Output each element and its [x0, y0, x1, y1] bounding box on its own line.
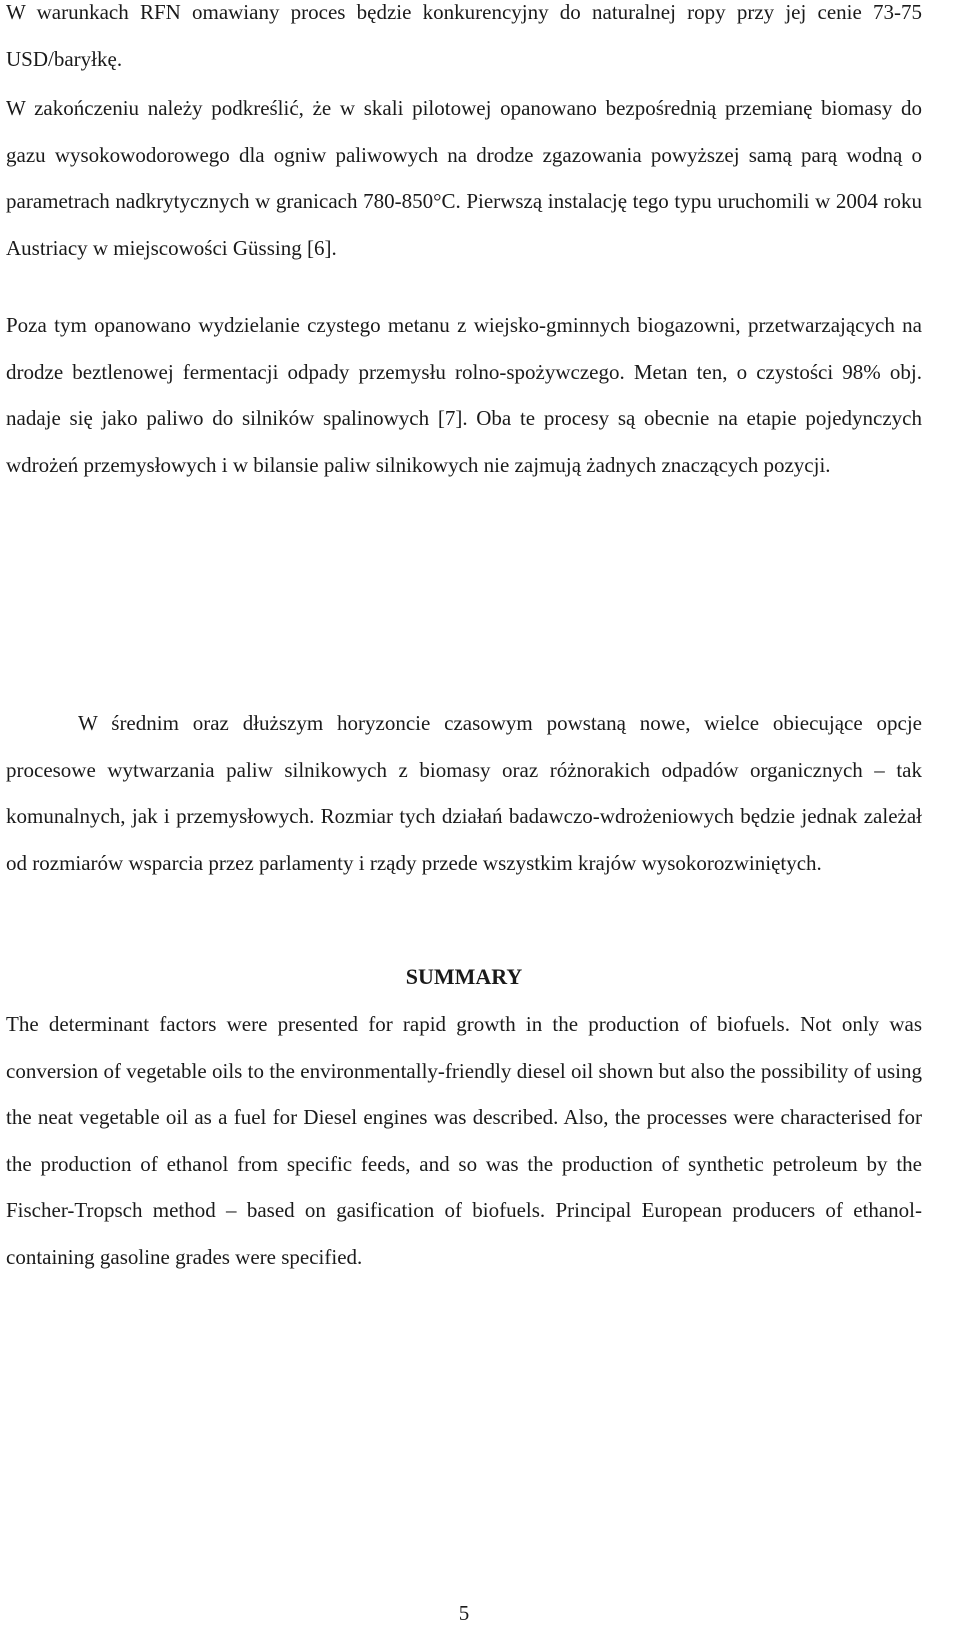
summary-heading: SUMMARY [405, 964, 523, 989]
paragraph-biomass-gasification: W zakończeniu należy podkreślić, że w skali pilotowej opanowano bezpośrednią przemianę biomasy do gazu wysokowodorowego dla ogniw paliwowych na drodze zgazowania powyższej samą parą wodną o parametrach nadkrytycznych w granicach 780-850°C. Pierwszą instalację tego typu uruchomili w 2004 roku Austriacy w miejscowości Güssing [6]. [6, 96, 922, 260]
summary-text: The determinant factors were presented for rapid growth in the production of biofuels. Not only was conversion of vegetable oils to the environmentally-friendly diesel oil shown but also the possibility of using the neat vegetable oil as a fuel for Diesel engines was described. Also, the processes were characterised for the production of ethanol from specific feeds, and so was the production of synthetic petroleum by the Fischer-Tropsch method – based on gasification of biofuels. Principal European producers of ethanol-containing gasoline grades were specified. [6, 1012, 922, 1269]
page-number: 5 [458, 1601, 470, 1625]
paragraph-rfn-competitiveness: W warunkach RFN omawiany proces będzie konkurencyjny do naturalnej ropy przy jej cenie 73-75 USD/baryłkę. [6, 0, 922, 71]
paragraph-methane-biogas: Poza tym opanowano wydzielanie czystego metanu z wiejsko-gminnych biogazowni, przetwarzających na drodze beztlenowej fermentacji odpady przemysłu rolno-spożywczego. Metan ten, o czystości 98% obj. nadaje się jako paliwo do silników spalinowych [7]. Oba te procesy są obecnie na etapie pojedynczych wdrożeń przemysłowych i w bilansie paliw silnikowych nie zajmują żadnych znaczących pozycji. [6, 313, 922, 477]
paragraph-future-options: W średnim oraz dłuższym horyzoncie czasowym powstaną nowe, wielce obiecujące opcje procesowe wytwarzania paliw silnikowych z biomasy oraz różnorakich odpadów organicznych – tak komunalnych, jak i przemysłowych. Rozmiar tych działań badawczo-wdrożeniowych będzie jednak zależał od rozmiarów wsparcia przez parlamenty i rządy przede wszystkim krajów wysokorozwiniętych. [6, 711, 922, 875]
